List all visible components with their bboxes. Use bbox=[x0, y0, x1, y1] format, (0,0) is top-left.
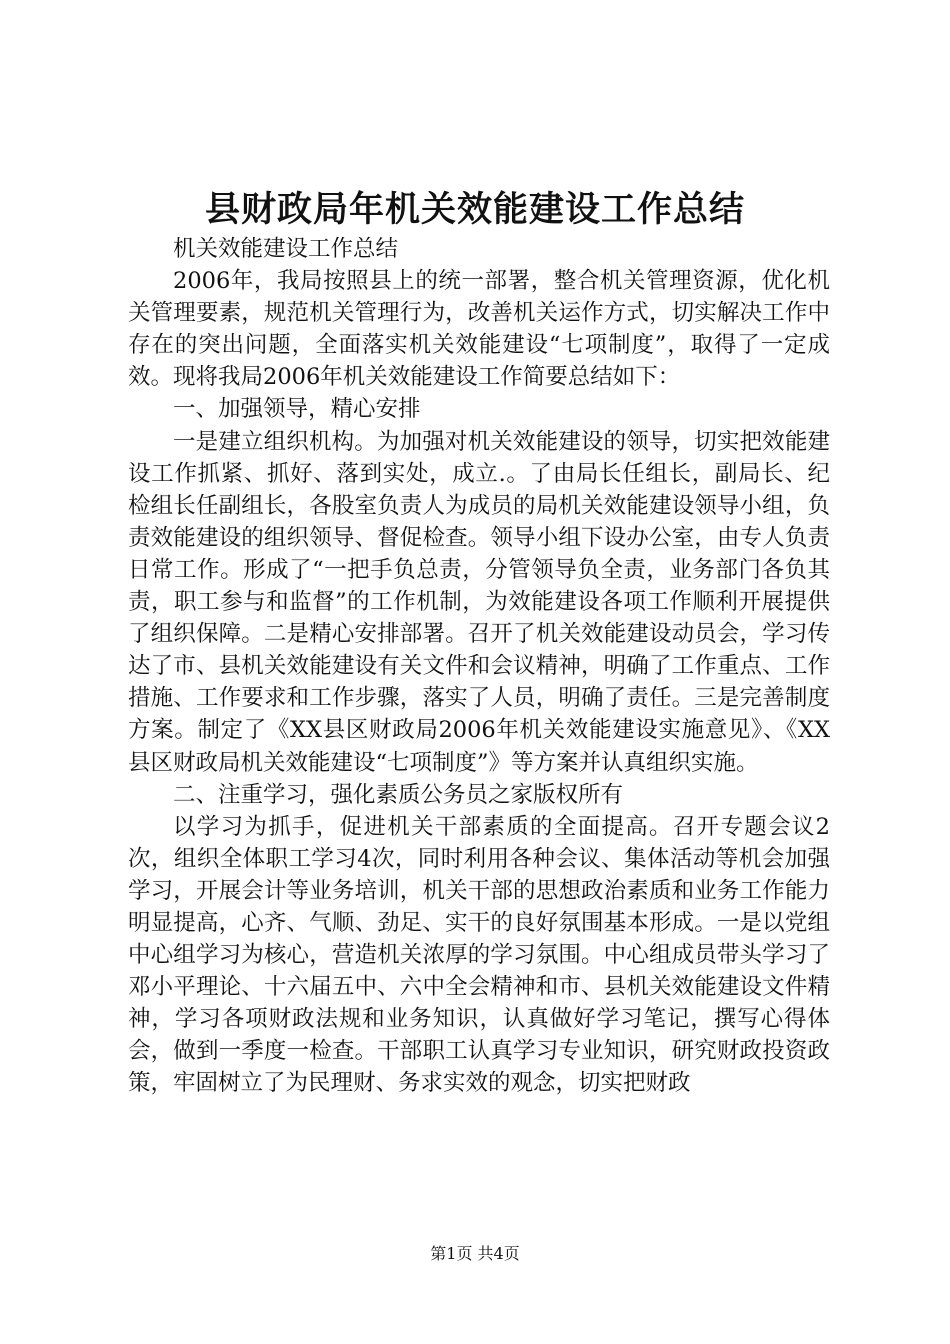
document-body bbox=[128, 233, 830, 1100]
document-title: 县财政局年机关效能建设工作总结 bbox=[204, 189, 745, 230]
paragraph-subtitle: 机关效能建设工作总结 bbox=[173, 236, 399, 262]
paragraph-intro: 2006年，我局按照县上的统一部署，整合机关管理资源，优化机关管理要素，规范机关管理行为，改善机关运作方式，切实解决工作中存在的突出问题，全面落实机关效能建设“七项制度”，取得了一定成效。现将我局2006年机关效能建设工作简要总结如下： bbox=[128, 268, 830, 391]
section-heading-1: 一、加强领导，精心安排 bbox=[173, 396, 421, 423]
paragraph-section-2: 以学习为抓手，促进机关干部素质的全面提高。召开专题会议2次，组织全体职工学习4次，同时利用各种会议、集体活动等机会加强学习，开展会计等业务培训，机关干部的思想政治素质和业务工作能力明显提高，心齐、气顺、劲足、实干的良好氛围基本形成。一是以党组中心组学习为核心，营造机关浓厚的学习氛围。中心组成员带头学习了邓小平理论、十六届五中、六中全会精神和市、县机关效能建设文件精神，学习各项财政法规和业务知识，认真做好学习笔记，撰写心得体会，做到一季度一检查。干部职工认真学习专业知识，研究财政投资政策，牢固树立了为民理财、务求实效的观念，切实把财政 bbox=[128, 813, 830, 1097]
page-number-footer: 第1页 共4页 bbox=[430, 1244, 520, 1263]
paragraph-section-1: 一是建立组织机构。为加强对机关效能建设的领导，切实把效能建设工作抓紧、抓好、落到实处，成立.。了由局长任组长，副局长、纪检组长任副组长，各股室负责人为成员的局机关效能建设领导小组，负责效能建设的组织领导、督促检查。领导小组下设办公室，由专人负责日常工作。形成了“一把手负总责，分管领导负全责，业务部门各负其责，职工参与和监督”的工作机制，为效能建设各项工作顺利开展提供了组织保障。二是精心安排部署。召开了机关效能建设动员会，学习传达了市、县机关效能建设有关文件和会议精神，明确了工作重点、工作措施、工作要求和工作步骤，落实了人员，明确了责任。三是完善制度方案。制定了《XX县区财政局2006年机关效能建设实施意见》、《XX县区财政局机关效能建设“七项制度”》等方案并认真组织实施。 bbox=[128, 428, 830, 776]
section-heading-2: 二、注重学习，强化素质公务员之家版权所有 bbox=[173, 781, 624, 808]
